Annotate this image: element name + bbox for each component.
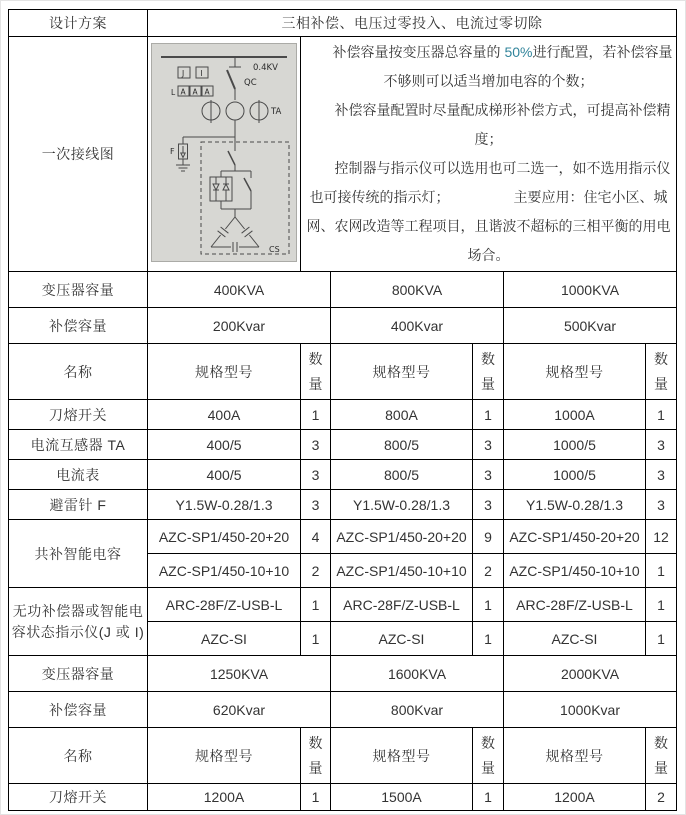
header-spec: 规格型号 — [148, 728, 301, 784]
spec-cell: 400/5 — [148, 430, 301, 460]
table-header-row — [9, 344, 677, 400]
voltage-label: 0.4KV — [253, 63, 278, 73]
qty-cell: 3 — [646, 460, 677, 490]
percent-highlight: 50% — [504, 44, 533, 60]
spec-cell: AZC-SI — [504, 622, 646, 656]
capacity-value: 1250KVA — [148, 656, 331, 692]
compensation-capacity-row — [9, 308, 677, 344]
diagram-cell — [148, 37, 301, 272]
qty-cell: 1 — [646, 400, 677, 430]
compensation-capacity-row — [9, 692, 677, 728]
qty-cell: 1 — [646, 622, 677, 656]
table-header-row — [9, 728, 677, 784]
note-paragraph-2: 补偿容量配置时尽量配成梯形补偿方式，可提高补偿精度； — [334, 102, 671, 147]
header-name: 名称 — [9, 728, 148, 784]
spec-cell: Y1.5W-0.28/1.3 — [331, 490, 473, 520]
row-label: 电流表 — [9, 460, 148, 490]
header-qty: 数量 — [301, 344, 331, 400]
qty-cell: 3 — [646, 430, 677, 460]
ta-label: TA — [271, 107, 282, 117]
qty-cell: 3 — [301, 430, 331, 460]
single-line-diagram — [151, 43, 297, 262]
ammeter-label: A — [204, 87, 210, 97]
transformer-capacity-row — [9, 656, 677, 692]
capacity-value: 800Kvar — [331, 692, 504, 728]
spec-cell: 800A — [331, 400, 473, 430]
qty-cell: 1 — [646, 554, 677, 588]
transformer-capacity-row — [9, 272, 677, 308]
note-paragraph-1 — [303, 38, 674, 96]
qty-cell: 1 — [473, 622, 504, 656]
spec-cell: 400A — [148, 400, 301, 430]
row-label: 刀熔开关 — [9, 784, 148, 811]
table-row — [9, 520, 677, 554]
row-label — [9, 588, 148, 656]
header-name: 名称 — [9, 344, 148, 400]
capacity-value: 1000KVA — [504, 272, 677, 308]
note-text: 进行配置，若补偿容量不够则可以适当增加电容的个数； — [383, 44, 673, 89]
row-label: 补偿容量 — [9, 692, 148, 728]
header-spec: 规格型号 — [148, 344, 301, 400]
spec-table — [8, 9, 677, 811]
table-row — [9, 460, 677, 490]
table-row — [9, 430, 677, 460]
table-row — [9, 588, 677, 622]
qty-cell: 3 — [301, 490, 331, 520]
design-scheme-label: 设计方案 — [9, 10, 148, 37]
qty-cell: 2 — [301, 554, 331, 588]
header-qty: 数量 — [473, 728, 504, 784]
spec-cell: Y1.5W-0.28/1.3 — [504, 490, 646, 520]
spec-cell: 1000A — [504, 400, 646, 430]
spec-cell: AZC-SP1/450-20+20 — [148, 520, 301, 554]
row-label-text: 无功补偿器或智能电容状态指示仪(J 或 I) — [11, 603, 145, 640]
spec-cell: AZC-SP1/450-10+10 — [504, 554, 646, 588]
qty-cell: 3 — [473, 430, 504, 460]
qty-cell: 1 — [301, 784, 331, 811]
ammeter-label: A — [192, 87, 198, 97]
row-label: 变压器容量 — [9, 656, 148, 692]
spec-cell: 800/5 — [331, 460, 473, 490]
header-spec: 规格型号 — [504, 728, 646, 784]
note-text: 补偿容量按变压器总容量的 — [332, 44, 505, 60]
qty-cell: 2 — [646, 784, 677, 811]
diagram-row — [9, 37, 677, 272]
capacity-value: 200Kvar — [148, 308, 331, 344]
diagram-label: 一次接线图 — [9, 37, 148, 272]
qty-cell: 1 — [301, 400, 331, 430]
indicator-j-label: J — [182, 69, 185, 78]
ammeter-label: A — [180, 87, 186, 97]
spec-cell: 400/5 — [148, 460, 301, 490]
capacity-value: 1600KVA — [331, 656, 504, 692]
qty-cell: 12 — [646, 520, 677, 554]
row-label: 补偿容量 — [9, 308, 148, 344]
table-row — [9, 490, 677, 520]
note-text: 控制器与指示仪可以选用也可二选一，如不选用指示仪也可接传统的指示灯； — [309, 160, 671, 205]
qty-cell: 3 — [646, 490, 677, 520]
row-label: 共补智能电容 — [9, 520, 148, 588]
indicator-i-label: I — [200, 69, 203, 78]
qty-cell: 1 — [473, 400, 504, 430]
arrester-f-label: F — [170, 147, 175, 156]
spec-cell: ARC-28F/Z-USB-L — [148, 588, 301, 622]
header-qty: 数量 — [301, 728, 331, 784]
qty-cell: 1 — [646, 588, 677, 622]
notes-cell — [301, 37, 677, 272]
spec-cell: AZC-SP1/450-20+20 — [331, 520, 473, 554]
qty-cell: 3 — [473, 460, 504, 490]
capacity-value: 400Kvar — [331, 308, 504, 344]
spec-cell: AZC-SI — [331, 622, 473, 656]
spec-cell: AZC-SP1/450-10+10 — [148, 554, 301, 588]
design-scheme-value: 三相补偿、电压过零投入、电流过零切除 — [148, 10, 677, 37]
header-qty: 数量 — [646, 728, 677, 784]
row-label: 刀熔开关 — [9, 400, 148, 430]
capacity-value: 500Kvar — [504, 308, 677, 344]
spec-cell: 1200A — [504, 784, 646, 811]
qty-cell: 4 — [301, 520, 331, 554]
capacity-value: 620Kvar — [148, 692, 331, 728]
ammeter-prefix-label: L — [171, 88, 176, 97]
qty-cell: 1 — [473, 784, 504, 811]
qty-cell: 1 — [473, 588, 504, 622]
spec-cell: AZC-SP1/450-20+20 — [504, 520, 646, 554]
table-row — [9, 784, 677, 811]
note-paragraph-3 — [303, 154, 674, 270]
header-spec: 规格型号 — [504, 344, 646, 400]
spec-cell: ARC-28F/Z-USB-L — [504, 588, 646, 622]
spec-cell: AZC-SP1/450-10+10 — [331, 554, 473, 588]
qc-label: QC — [244, 78, 257, 88]
header-spec: 规格型号 — [331, 344, 473, 400]
spec-cell: AZC-SI — [148, 622, 301, 656]
qty-cell: 1 — [301, 588, 331, 622]
design-scheme-row — [9, 10, 677, 37]
capacity-value: 2000KVA — [504, 656, 677, 692]
spec-cell: 1500A — [331, 784, 473, 811]
capacity-value: 800KVA — [331, 272, 504, 308]
spec-cell: ARC-28F/Z-USB-L — [331, 588, 473, 622]
qty-cell: 2 — [473, 554, 504, 588]
capacity-value: 400KVA — [148, 272, 331, 308]
spec-cell: 1000/5 — [504, 430, 646, 460]
row-label: 电流互感器 TA — [9, 430, 148, 460]
table-row — [9, 400, 677, 430]
header-qty: 数量 — [473, 344, 504, 400]
spec-cell: 1000/5 — [504, 460, 646, 490]
header-spec: 规格型号 — [331, 728, 473, 784]
qty-cell: 1 — [301, 622, 331, 656]
qty-cell: 3 — [473, 490, 504, 520]
qty-cell: 9 — [473, 520, 504, 554]
spec-cell: 1200A — [148, 784, 301, 811]
note-text: 主要应用：住宅小区、城网、农网改造等工程项目，且谐波不超标的三相平衡的用电场合。 — [306, 189, 671, 263]
qty-cell: 3 — [301, 460, 331, 490]
row-label: 避雷针 F — [9, 490, 148, 520]
spec-cell: 800/5 — [331, 430, 473, 460]
cs-label: CS — [269, 245, 280, 254]
spec-cell: Y1.5W-0.28/1.3 — [148, 490, 301, 520]
header-qty: 数量 — [646, 344, 677, 400]
row-label: 变压器容量 — [9, 272, 148, 308]
capacity-value: 1000Kvar — [504, 692, 677, 728]
